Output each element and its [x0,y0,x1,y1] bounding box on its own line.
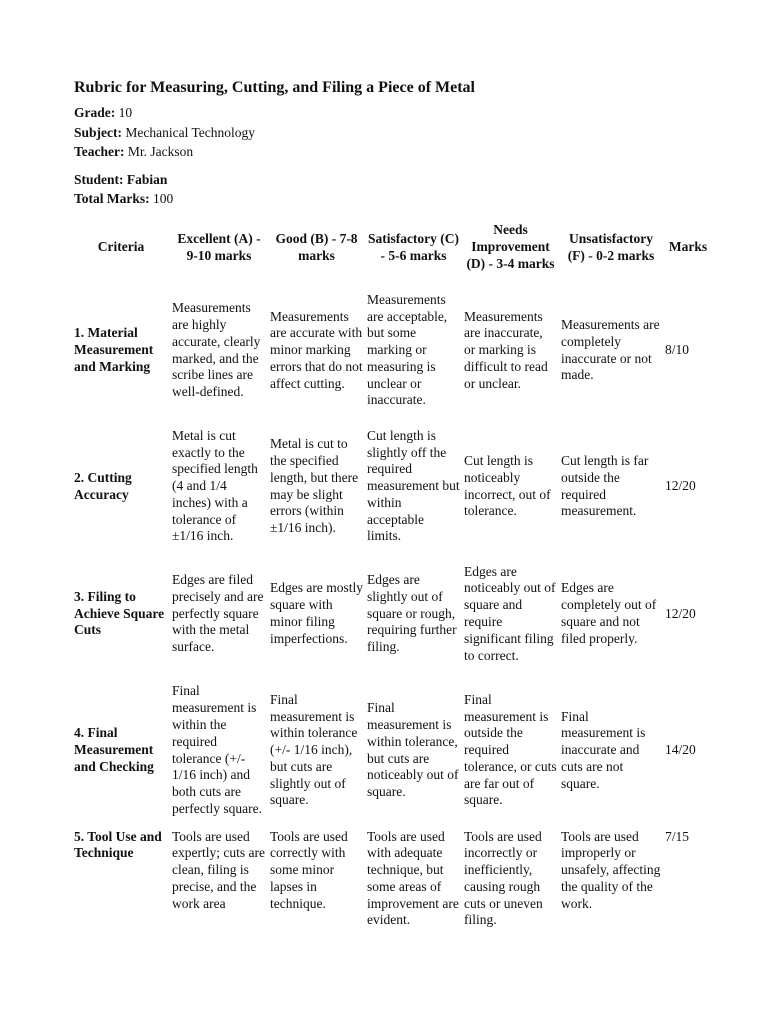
unsatisfactory-cell: Cut length is far outside the required measurement. [561,452,649,519]
rubric-meta [74,103,724,209]
table-header-row [72,213,713,283]
student-label: Student: [74,171,124,187]
unsatisfactory-cell: Tools are used improperly or unsafely, affecting the quality of the work. [561,828,661,911]
excellent-cell: Metal is cut exactly to the specified length (4 and 1/4 inches) with a tolerance of ±1/16 inch. [172,427,258,544]
excellent-cell: Final measurement is within the required tolerance (+/- 1/16 inch) and both cuts are perfectly square. [172,683,262,816]
satisfactory-cell: Tools are used with adequate technique, but some areas of improvement are evident. [367,828,459,928]
subject-label: Subject: [74,124,122,140]
grade-value: 10 [118,105,133,120]
rubric-table [72,213,713,931]
satisfactory-cell: Cut length is slightly off the required measurement but within acceptable limits. [367,427,460,544]
header-needs-improvement: Needs Improvement (D) - 3-4 marks [466,222,555,271]
table-row [72,555,713,674]
marks-cell: 12/20 [665,478,696,494]
student-line [74,170,724,190]
needs-improvement-cell: Final measurement is outside the required tolerance, or cuts are far out of square. [464,691,557,808]
header-marks: Marks [668,239,708,255]
criteria-cell: 2. Cutting Accuracy [74,469,132,502]
header-unsatisfactory: Unsatisfactory (F) - 0-2 marks [567,230,655,263]
table-row [72,828,713,931]
student-value: Fabian [126,171,168,187]
satisfactory-cell: Final measurement is within tolerance, but cuts are noticeably out of square. [367,700,459,800]
rubric-document [74,78,724,930]
header-satisfactory: Satisfactory (C) - 5-6 marks [367,230,460,263]
subject-line [74,123,724,143]
header-criteria: Criteria [97,239,145,255]
grade-line [74,103,724,123]
unsatisfactory-cell: Measurements are completely inaccurate or not made. [561,316,660,383]
good-cell: Final measurement is within tolerance (+/- 1/16 inch), but cuts are slightly out of square. [270,691,358,808]
table-row [72,674,713,828]
good-cell: Metal is cut to the specified length, but there may be slight errors (within ±1/16 inch). [270,436,359,536]
needs-improvement-cell: Edges are noticeably out of square and require significant filing to correct. [464,563,556,663]
satisfactory-cell: Edges are slightly out of square or rough, requiring further filing. [367,572,457,655]
subject-value: Mechanical Technology [125,124,256,140]
teacher-line [74,142,724,162]
needs-improvement-cell: Measurements are inaccurate, or marking is difficult to read or unclear. [464,308,548,391]
criteria-cell: 1. Material Measurement and Marking [74,325,154,374]
criteria-cell: 3. Filing to Achieve Square Cuts [74,588,165,638]
teacher-label: Teacher: [74,144,125,159]
good-cell: Edges are mostly square with minor filing imperfections. [270,580,363,646]
table-row [72,419,713,555]
unsatisfactory-cell: Edges are completely out of square and not filed properly. [561,580,657,646]
marks-cell: 8/10 [665,342,690,358]
excellent-cell: Edges are filed precisely and are perfectly square with the metal surface. [172,572,264,655]
marks-cell: 14/20 [665,742,696,758]
teacher-value: Mr. Jackson [127,144,194,159]
excellent-cell: Measurements are highly accurate, clearly marked, and the scribe lines are well-defined. [172,300,261,400]
criteria-cell: 5. Tool Use and Technique [74,828,162,861]
total-marks-value: 100 [153,191,174,206]
marks-cell: 12/20 [665,605,696,621]
table-row [72,283,713,419]
total-marks-label: Total Marks: [74,191,150,206]
good-cell: Measurements are accurate with minor marking errors that do not affect cutting. [270,308,363,391]
unsatisfactory-cell: Final measurement is inaccurate and cuts are not square. [561,708,646,791]
criteria-cell: 4. Final Measurement and Checking [74,725,154,774]
total-marks-line [74,189,724,209]
grade-label: Grade: [74,105,116,120]
satisfactory-cell: Measurements are acceptable, but some marking or measuring is unclear or inaccurate. [367,291,448,408]
header-good: Good (B) - 7-8 marks [275,230,358,263]
header-excellent: Excellent (A) - 9-10 marks [177,230,261,263]
good-cell: Tools are used correctly with some minor lapses in technique. [270,828,348,911]
marks-cell: 7/15 [665,828,690,844]
needs-improvement-cell: Cut length is noticeably incorrect, out of tolerance. [464,452,551,519]
needs-improvement-cell: Tools are used incorrectly or inefficiently, causing rough cuts or uneven filing. [464,828,543,928]
excellent-cell: Tools are used expertly; cuts are clean, filing is precise, and the work area [172,828,265,911]
page-title: Rubric for Measuring, Cutting, and Filing a Piece of Metal [74,79,475,96]
